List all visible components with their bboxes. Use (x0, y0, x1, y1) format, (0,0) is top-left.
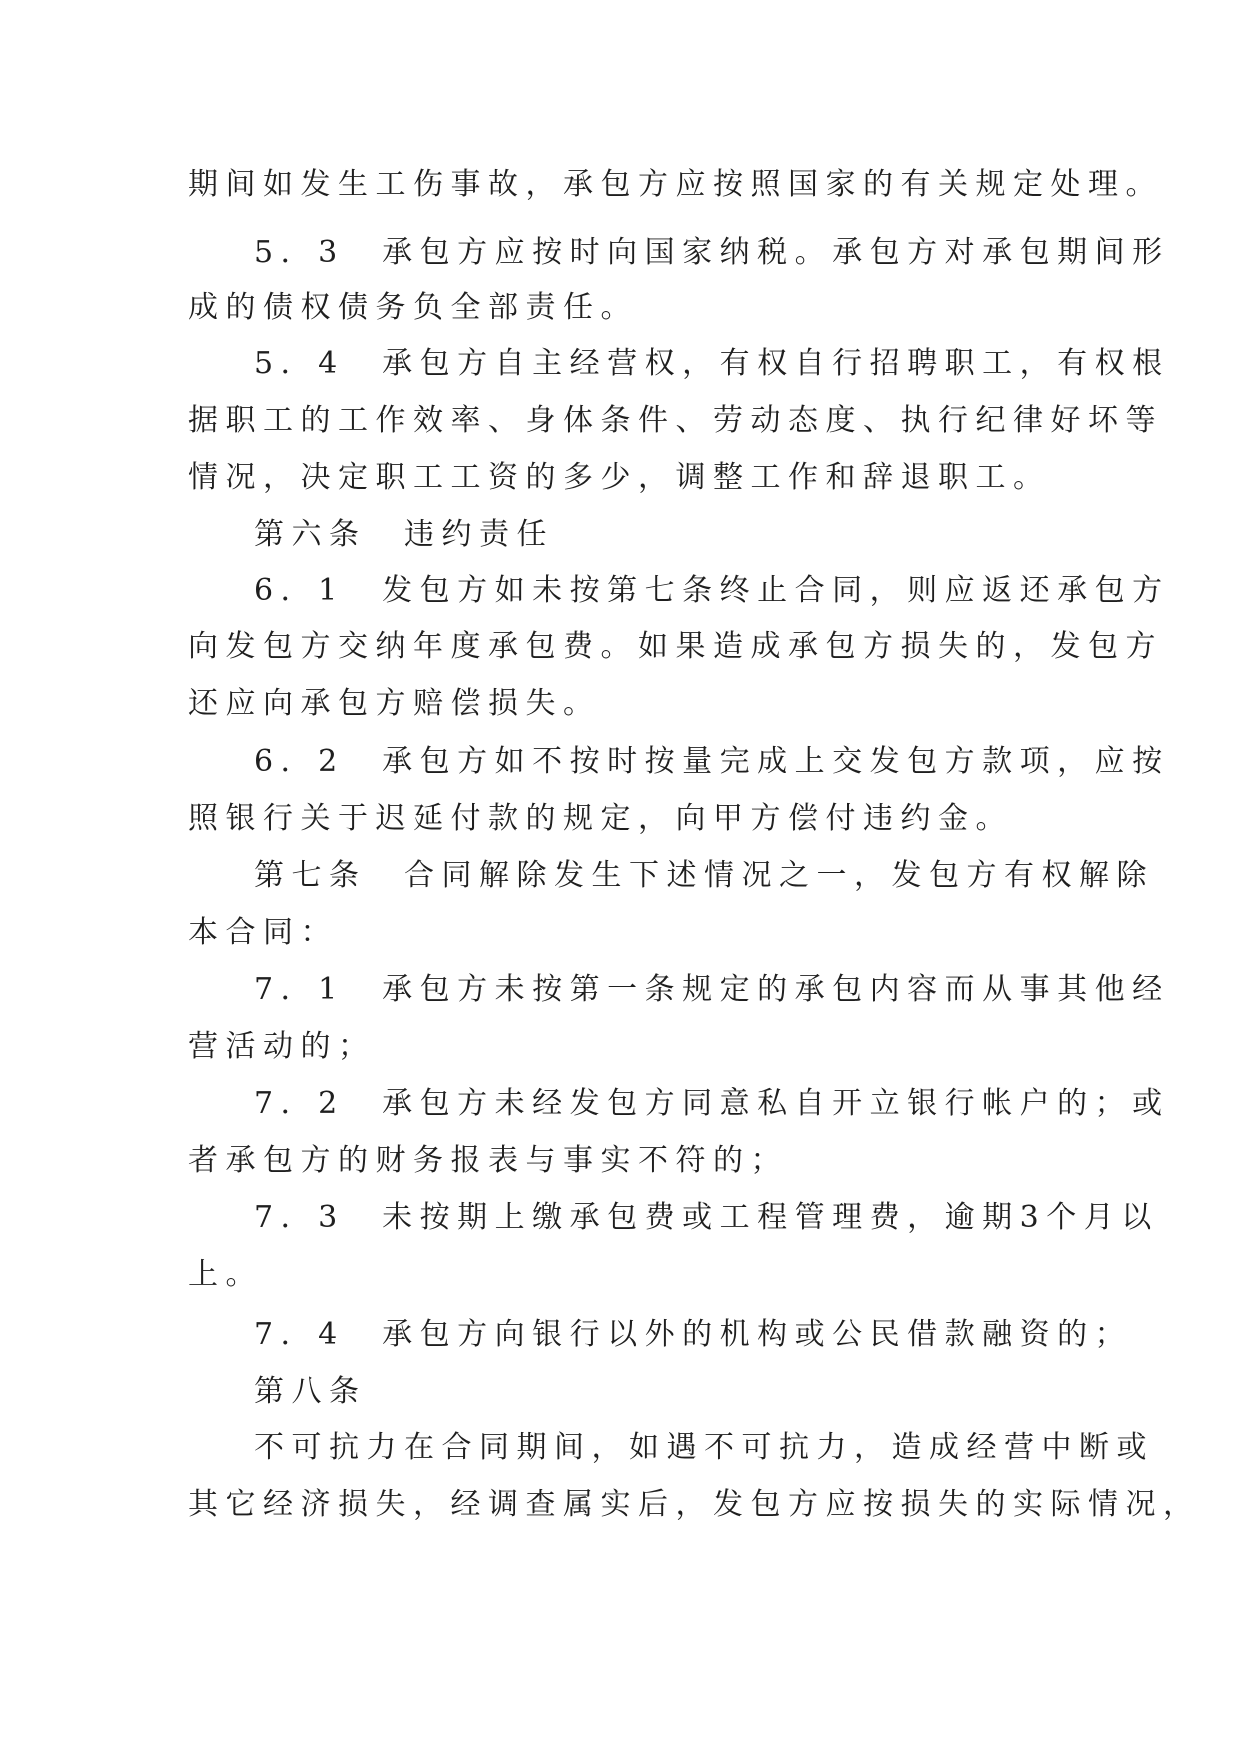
article-6-heading: 第六条 违约责任 (254, 517, 554, 552)
clause-6-2-line-1: 6．2 承包方如不按时按量完成上交发包方款项，应按 (254, 744, 1170, 779)
clause-5-4-line-3: 情况，决定职工工资的多少，调整工作和辞退职工。 (188, 460, 1051, 495)
clause-7-4-line: 7．4 承包方向银行以外的机构或公民借款融资的； (254, 1317, 1133, 1352)
clause-6-1-line-1: 6．1 发包方如未按第七条终止合同，则应返还承包方 (254, 573, 1170, 608)
clause-5-3-line-1: 5．3 承包方应按时向国家纳税。承包方对承包期间形 (254, 235, 1170, 270)
clause-7-2-line-2: 者承包方的财务报表与事实不符的； (188, 1143, 788, 1178)
clause-7-1-line-2: 营活动的； (188, 1029, 376, 1064)
paragraph-line: 期间如发生工伤事故，承包方应按照国家的有关规定处理。 (188, 167, 1163, 202)
clause-6-1-line-2: 向发包方交纳年度承包费。如果造成承包方损失的，发包方 (188, 629, 1163, 664)
clause-7-2-line-1: 7．2 承包方未经发包方同意私自开立银行帐户的；或 (254, 1086, 1170, 1121)
clause-6-2-line-2: 照银行关于迟延付款的规定，向甲方偿付违约金。 (188, 801, 1013, 836)
clause-7-1-line-1: 7．1 承包方未按第一条规定的承包内容而从事其他经 (254, 972, 1170, 1007)
article-7-line-1: 第七条 合同解除发生下述情况之一，发包方有权解除 (254, 858, 1154, 893)
clause-7-3-line-1: 7．3 未按期上缴承包费或工程管理费，逾期3个月以 (254, 1200, 1159, 1235)
clause-5-4-line-2: 据职工的工作效率、身体条件、劳动态度、执行纪律好坏等 (188, 403, 1163, 438)
article-8-line-2: 其它经济损失，经调查属实后，发包方应按损失的实际情况， (188, 1487, 1201, 1522)
article-7-line-2: 本合同： (188, 915, 338, 950)
article-8-line-1: 不可抗力在合同期间，如遇不可抗力，造成经营中断或 (254, 1430, 1154, 1465)
clause-7-3-line-2: 上。 (188, 1257, 263, 1292)
article-8-heading: 第八条 (254, 1374, 367, 1409)
clause-5-3-line-2: 成的债权债务负全部责任。 (188, 290, 638, 325)
clause-6-1-line-3: 还应向承包方赔偿损失。 (188, 686, 601, 721)
clause-5-4-line-1: 5．4 承包方自主经营权，有权自行招聘职工，有权根 (254, 346, 1170, 381)
